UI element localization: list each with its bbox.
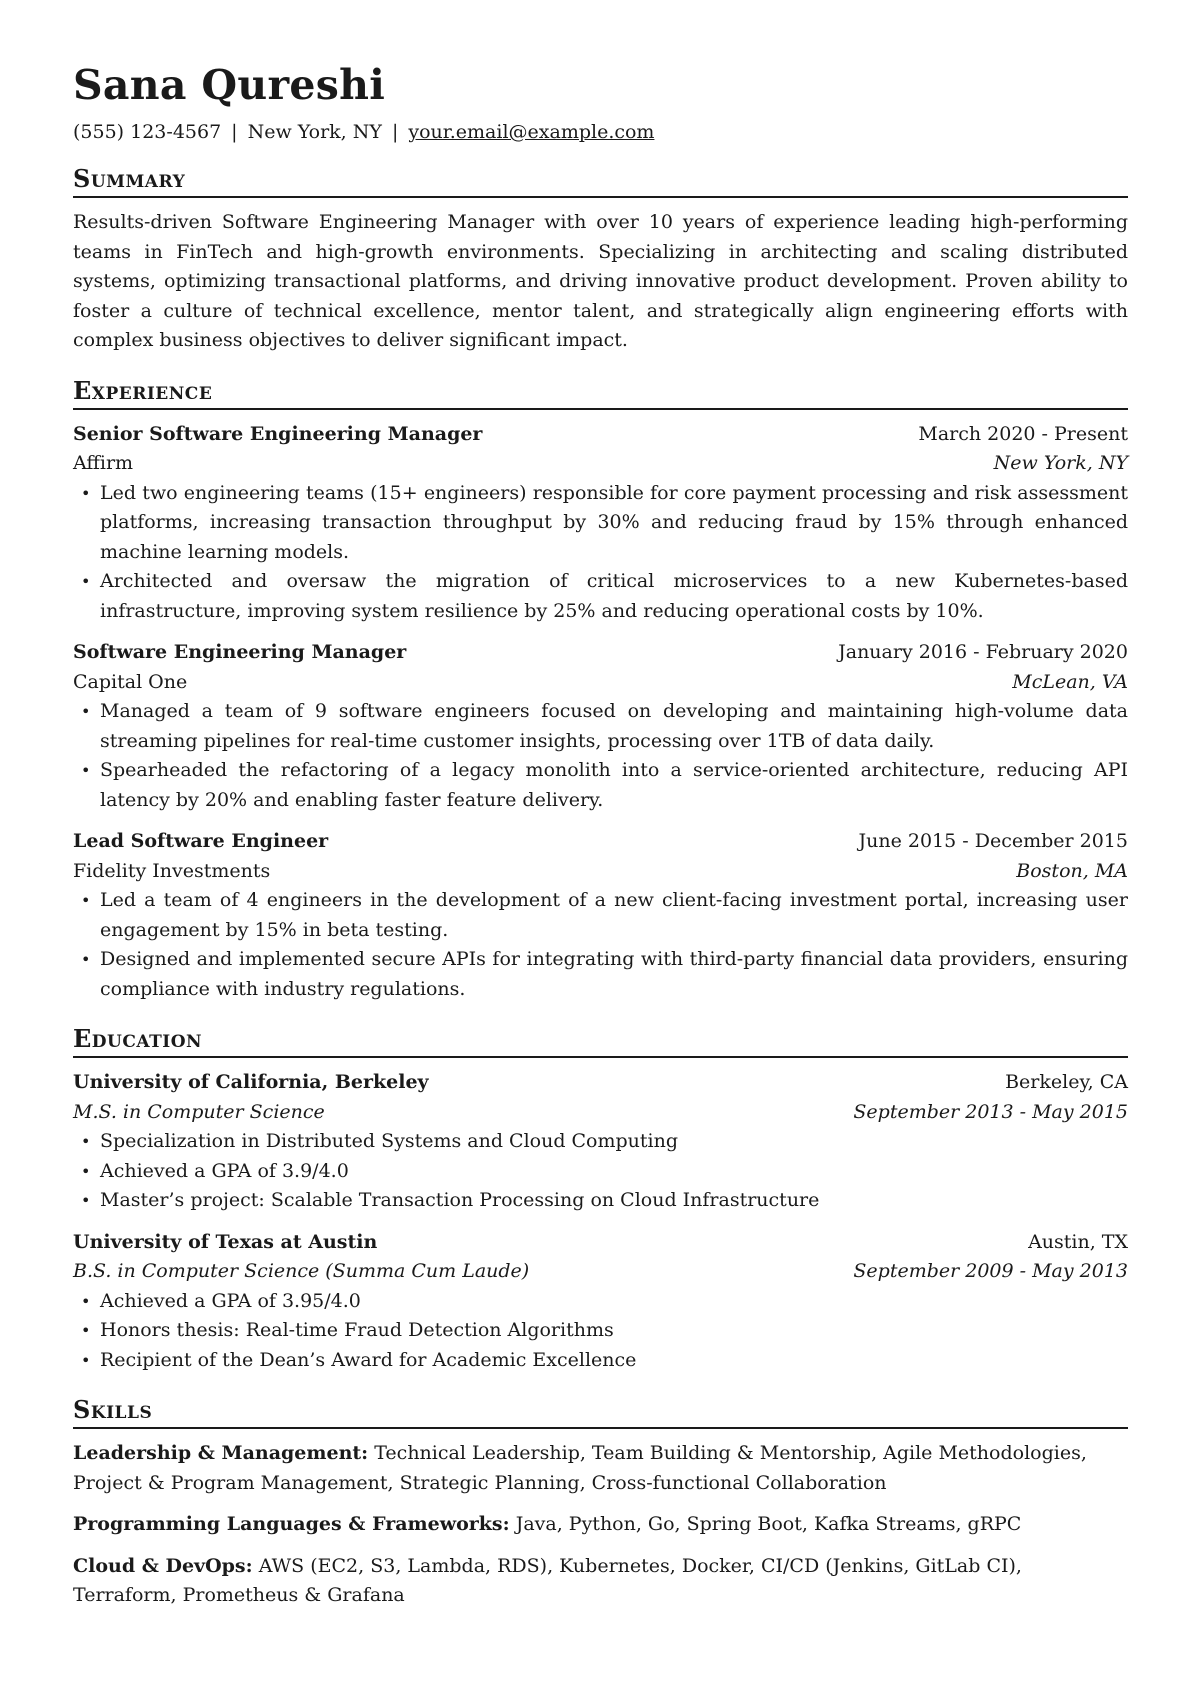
job-location: New York, NY bbox=[993, 452, 1128, 474]
job-company: Capital One bbox=[73, 670, 188, 693]
job-location: Boston, MA bbox=[1016, 859, 1128, 882]
skill-label: Programming Languages & Frameworks: bbox=[73, 1513, 510, 1535]
education-dates: September 2013 - May 2015 bbox=[853, 1100, 1128, 1123]
experience-entry bbox=[73, 420, 1128, 627]
section-title-summary: Summary bbox=[73, 164, 1128, 198]
job-role: Senior Software Engineering Manager bbox=[73, 422, 483, 445]
skill-group bbox=[73, 1552, 1128, 1611]
school-name: University of Texas at Austin bbox=[73, 1230, 378, 1253]
contact-separator: | bbox=[231, 121, 238, 143]
contact-separator: | bbox=[391, 121, 399, 143]
skill-label: Cloud & DevOps: bbox=[73, 1554, 253, 1577]
degree: B.S. in Computer Science (Summa Cum Laude) bbox=[73, 1260, 530, 1282]
skill-group bbox=[73, 1510, 1128, 1540]
school-location: Austin, TX bbox=[1028, 1230, 1128, 1253]
job-company: Affirm bbox=[73, 452, 134, 474]
experience-entry bbox=[73, 827, 1128, 1004]
job-bullets bbox=[73, 697, 1128, 815]
education-entry bbox=[73, 1228, 1128, 1376]
experience-entry bbox=[73, 638, 1128, 815]
education-bullets bbox=[73, 1127, 1128, 1216]
resume-page bbox=[73, 60, 1128, 1611]
skill-group bbox=[73, 1439, 1128, 1498]
skill-items: Java, Python, Go, Spring Boot, Kafka Streams, gRPC bbox=[515, 1513, 1022, 1535]
job-company: Fidelity Investments bbox=[73, 859, 271, 882]
email-link[interactable]: your.email@example.com bbox=[408, 121, 655, 143]
school-name: University of California, Berkeley bbox=[73, 1071, 429, 1093]
education-list bbox=[73, 1068, 1128, 1375]
job-role: Lead Software Engineer bbox=[73, 830, 329, 852]
section-title-experience: Experience bbox=[73, 376, 1128, 410]
bullet-item: • Led two engineering teams (15+ engineers) responsible for core payment processing and risk assessment platforms, increasing transaction throughput by 30% and reducing fraud by 15% through enhanced machine learning models. bbox=[73, 479, 1128, 568]
education-dates: September 2009 - May 2013 bbox=[853, 1260, 1128, 1282]
bullet-item: • Architected and oversaw the migration of critical microservices to a new Kubernetes-based infrastructure, improving system resilience by 25% and reducing operational costs by 10%. bbox=[73, 567, 1128, 626]
degree: M.S. in Computer Science bbox=[73, 1100, 325, 1123]
education-entry bbox=[73, 1068, 1128, 1216]
phone-number: (555) 123-4567 bbox=[73, 121, 222, 143]
job-location: McLean, VA bbox=[1012, 670, 1128, 693]
experience-list bbox=[73, 420, 1128, 1005]
bullet-item: • Achieved a GPA of 3.9/4.0 bbox=[73, 1157, 1128, 1187]
school-location: Berkeley, CA bbox=[1005, 1071, 1128, 1093]
bullet-item: • Designed and implemented secure APIs for integrating with third-party financial data providers, ensuring compliance with industry regulations. bbox=[73, 945, 1128, 1004]
education-bullets bbox=[73, 1287, 1128, 1376]
summary-text: Results-driven Software Engineering Manager with over 10 years of experience leading high-performing teams in FinTech and high-growth environments. Specializing in architecting and scaling distributed systems, optimizing transactional platforms, and driving innovative product development. Proven ability to foster a culture of technical excellence, mentor talent, and strategically align engineering efforts with complex business objectives to deliver significant impact. bbox=[73, 211, 1128, 351]
bullet-item: • Honors thesis: Real-time Fraud Detection Algorithms bbox=[73, 1316, 1128, 1346]
job-bullets bbox=[73, 479, 1128, 627]
job-dates: March 2020 - Present bbox=[918, 422, 1128, 445]
skills-list bbox=[73, 1439, 1128, 1611]
contact-line bbox=[73, 120, 1128, 144]
candidate-name: Sana Qureshi bbox=[73, 61, 386, 109]
bullet-item: • Specialization in Distributed Systems and Cloud Computing bbox=[73, 1127, 1128, 1157]
bullet-item: • Led a team of 4 engineers in the development of a new client-facing investment portal, increasing user engagement by 15% in beta testing. bbox=[73, 886, 1128, 945]
job-role: Software Engineering Manager bbox=[73, 641, 407, 663]
bullet-item: • Master’s project: Scalable Transaction Processing on Cloud Infrastructure bbox=[73, 1186, 1128, 1216]
job-dates: January 2016 - February 2020 bbox=[838, 641, 1128, 663]
bullet-item: • Managed a team of 9 software engineers focused on developing and maintaining high-volume data streaming pipelines for real-time customer insights, processing over 1TB of data daily. bbox=[73, 697, 1128, 756]
skill-label: Leadership & Management: bbox=[73, 1442, 369, 1464]
skill-items: Technical Leadership, Team Building & Mentorship, Agile Methodologies, Project & Program Management, Strategic Planning, Cross-functional Collaboration bbox=[73, 1442, 1087, 1494]
contact-location: New York, NY bbox=[247, 121, 382, 143]
job-dates: June 2015 - December 2015 bbox=[858, 830, 1128, 852]
skill-items: AWS (EC2, S3, Lambda, RDS), Kubernetes, Docker, CI/CD (Jenkins, GitLab CI), Terraform, Prometheus & Grafana bbox=[73, 1554, 1022, 1606]
bullet-item: • Spearheaded the refactoring of a legacy monolith into a service-oriented architecture, reducing API latency by 20% and enabling faster feature delivery. bbox=[73, 756, 1128, 815]
section-title-skills: Skills bbox=[73, 1395, 1128, 1429]
bullet-item: • Achieved a GPA of 3.95/4.0 bbox=[73, 1287, 1128, 1317]
bullet-item: • Recipient of the Dean’s Award for Academic Excellence bbox=[73, 1346, 1128, 1376]
job-bullets bbox=[73, 886, 1128, 1004]
section-title-education: Education bbox=[73, 1024, 1128, 1058]
